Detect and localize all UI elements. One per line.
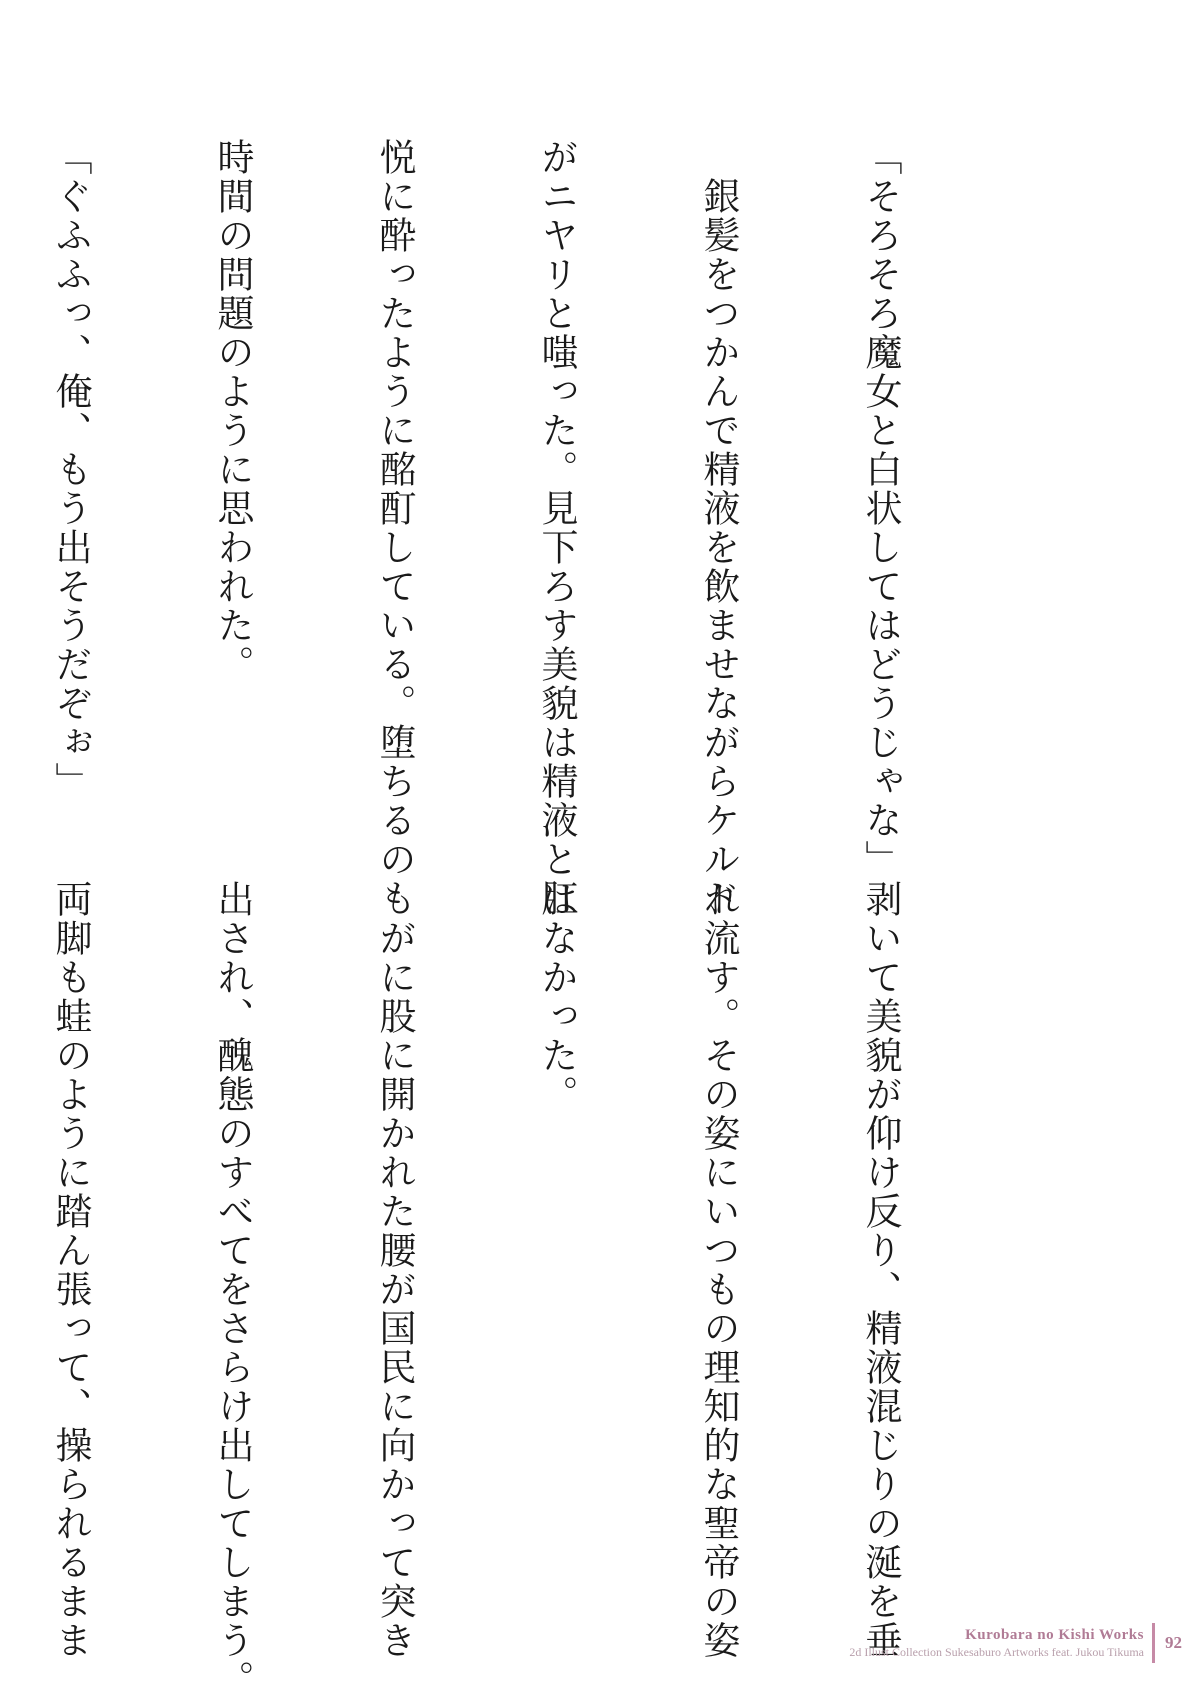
text-line: 銀髪をつかんで精液を飲ませながらケルド [697, 138, 740, 918]
page-number: 92 [1165, 1633, 1182, 1652]
text-line: 「そろそろ魔女と白状してはどうじゃな」 [859, 138, 902, 879]
footer-divider [1152, 1623, 1155, 1663]
text-line: 出され、醜態のすべてをさらけ出してしまう。 [211, 880, 254, 1699]
page-footer [849, 1620, 1182, 1666]
text-line: がニヤリと嗤った。見下ろす美貌は精液と肛 [535, 138, 578, 918]
text-line: がに股に開かれた腰が国民に向かって突き [373, 880, 416, 1660]
text-line: れ流す。その姿にいつもの理知的な聖帝の姿 [697, 880, 740, 1660]
text-line: 「ぐふふっ、俺、もう出そうだぞぉ」 [49, 138, 92, 801]
footer-titles [849, 1626, 1152, 1660]
text-column-block-top [49, 138, 1015, 918]
text-line: 両脚も蛙のように踏ん張って、操られるまま [49, 880, 92, 1660]
text-line: はなかった。 [535, 880, 578, 1114]
text-line: 悦に酔ったように酩酊している。堕ちるのも [373, 138, 416, 918]
collection-subtitle: 2d Illust Collection Sukesaburo Artworks feat. Jukou Tikuma [849, 1645, 1144, 1659]
text-line: 時間の問題のように思われた。 [211, 138, 254, 684]
text-line: 剥いて美貌が仰け反り、精液混じりの涎を垂 [859, 880, 902, 1660]
series-title: Kurobara no Kishi Works [965, 1627, 1144, 1643]
